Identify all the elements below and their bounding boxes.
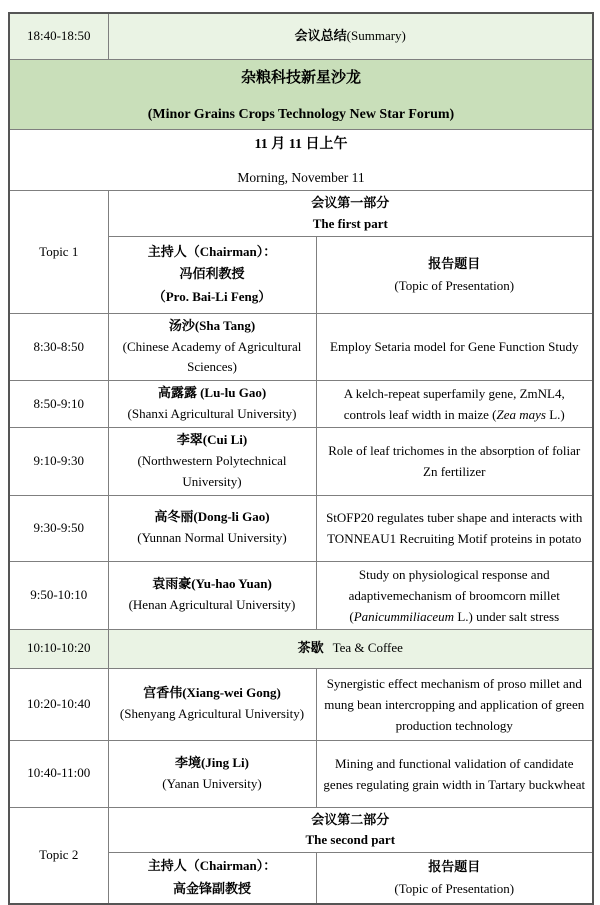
speaker-name: 汤沙(Sha Tang) <box>168 317 256 333</box>
part1-title-en: The first part <box>312 215 388 231</box>
topic-text: Synergistic effect mechanism of proso millet and mung bean intercropping and application of green production technology <box>324 675 585 733</box>
topic-cell <box>316 561 593 629</box>
speaker-cell <box>108 561 316 629</box>
chair-name-en: （Pro. Bai-Li Feng） <box>152 289 272 305</box>
session-row <box>9 495 593 561</box>
speaker-name: 高冬丽(Dong-li Gao) <box>154 509 270 525</box>
speaker-affiliation: (Northwestern Polytechnical University) <box>137 453 287 489</box>
time-cell: 10:10-10:20 <box>9 629 108 668</box>
topic-cell <box>316 668 593 740</box>
part2-topic-header-cell <box>316 853 593 904</box>
time-cell: 18:40-18:50 <box>9 13 108 59</box>
part1-header-row <box>9 191 593 236</box>
topic-text-italic: Panicummiliaceum <box>353 608 455 624</box>
topic-text-italic: Zea mays <box>496 407 546 423</box>
tea-break-en: Tea & Coffee <box>332 640 403 656</box>
speaker-cell <box>108 313 316 380</box>
topic1-label-cell: Topic 1 <box>9 191 108 313</box>
conference-schedule-table <box>8 12 594 905</box>
topic-text: Employ Setaria model for Gene Function Study <box>330 339 579 355</box>
topic-text: A kelch-repeat superfamily gene, ZmNL4, controls leaf width in maize ( <box>343 386 565 423</box>
session-row <box>9 428 593 495</box>
topic2-label-cell: Topic 2 <box>9 807 108 903</box>
speaker-cell <box>108 495 316 561</box>
chair-prefix: 主持人（Chairman）： <box>147 858 277 874</box>
session-row <box>9 561 593 629</box>
speaker-cell <box>108 381 316 428</box>
topic-header-zh: 报告题目 <box>428 858 481 874</box>
chair-prefix: 主持人（Chairman）： <box>147 243 277 259</box>
speaker-cell <box>108 668 316 740</box>
session-row <box>9 313 593 380</box>
speaker-affiliation: (Yanan University) <box>162 775 262 791</box>
forum-title-en: (Minor Grains Crops Technology New Star Forum) <box>147 106 455 122</box>
summary-title-zh: 会议总结 <box>294 27 347 43</box>
time-cell: 9:10-9:30 <box>9 428 108 495</box>
speaker-name: 宫香伟(Xiang-wei Gong) <box>143 685 281 701</box>
time-cell: 8:50-9:10 <box>9 381 108 428</box>
topic-cell <box>316 495 593 561</box>
topic-header-en: (Topic of Presentation) <box>394 880 515 896</box>
speaker-affiliation: (Shenyang Agricultural University) <box>119 706 305 722</box>
speaker-cell <box>108 428 316 495</box>
speaker-affiliation: (Henan Agricultural University) <box>128 597 296 613</box>
topic-text: Study on physiological response and adaptivemechanism of broomcorn millet ( <box>348 566 560 624</box>
speaker-name: 袁雨豪(Yu-hao Yuan) <box>152 576 272 592</box>
time-cell: 10:20-10:40 <box>9 668 108 740</box>
session-row <box>9 740 593 807</box>
forum-header-cell <box>9 59 593 129</box>
part2-title-cell <box>108 807 593 852</box>
speaker-cell <box>108 740 316 807</box>
session-row <box>9 381 593 428</box>
topic-text: Role of leaf trichomes in the absorption of foliar Zn fertilizer <box>328 443 581 480</box>
time-cell: 9:30-9:50 <box>9 495 108 561</box>
speaker-affiliation: (Chinese Academy of Agricultural Sciences) <box>122 338 302 375</box>
speaker-name: 李境(Jing Li) <box>174 754 250 770</box>
tea-break-row <box>9 629 593 668</box>
date-en: Morning, November 11 <box>237 169 365 185</box>
tea-break-cell <box>108 629 593 668</box>
speaker-name: 高露露 (Lu-lu Gao) <box>157 385 267 401</box>
date-cell <box>9 129 593 191</box>
topic-text: StOFP20 regulates tuber shape and interacts with TONNEAU1 Recruiting Motif proteins in potato <box>326 510 583 547</box>
date-zh: 11 月 11 日上午 <box>254 136 348 152</box>
part1-title-cell <box>108 191 593 236</box>
topic-text-post: L.) under salt stress <box>454 608 560 624</box>
speaker-affiliation: (Yunnan Normal University) <box>137 530 287 546</box>
date-row <box>9 129 593 191</box>
part2-title-en: The second part <box>305 831 396 847</box>
part2-title-zh: 会议第二部分 <box>311 811 390 827</box>
part2-header-row <box>9 807 593 852</box>
topic-text-post: L.) <box>545 407 565 423</box>
time-cell: 10:40-11:00 <box>9 740 108 807</box>
part1-chair-cell <box>108 236 316 313</box>
topic-cell <box>316 740 593 807</box>
topic-cell <box>316 381 593 428</box>
forum-title-zh: 杂粮科技新星沙龙 <box>241 69 362 86</box>
time-cell: 8:30-8:50 <box>9 313 108 380</box>
chair-name-zh: 冯佰利教授 <box>179 266 245 282</box>
topic-header-zh: 报告题目 <box>428 255 481 271</box>
forum-header-row <box>9 59 593 129</box>
part1-topic-header-cell <box>316 236 593 313</box>
part2-chair-cell <box>108 853 316 904</box>
summary-row <box>9 13 593 59</box>
speaker-name: 李翠(Cui Li) <box>176 432 248 448</box>
speaker-affiliation: (Shanxi Agricultural University) <box>127 406 297 422</box>
chair-name-zh: 高金锋副教授 <box>172 880 251 896</box>
tea-break-zh: 茶歇 <box>297 640 324 656</box>
topic-header-en: (Topic of Presentation) <box>394 277 515 293</box>
part1-title-zh: 会议第一部分 <box>311 195 390 211</box>
topic-cell <box>316 428 593 495</box>
summary-cell <box>108 13 593 59</box>
summary-title-en: (Summary) <box>346 27 406 43</box>
topic-cell <box>316 313 593 380</box>
session-row <box>9 668 593 740</box>
time-cell: 9:50-10:10 <box>9 561 108 629</box>
topic-text: Mining and functional validation of candidate genes regulating grain width in Tartary buckwheat <box>323 755 586 792</box>
